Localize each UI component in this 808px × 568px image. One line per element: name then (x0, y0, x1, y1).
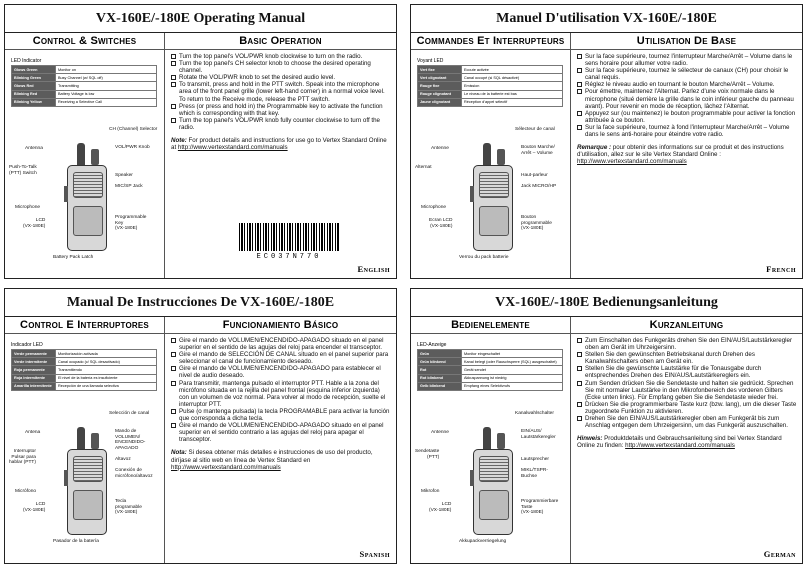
led-row (12, 66, 157, 74)
instruction-text: Stellen Sie die gewünschte Lautstärke für die Tonausgabe durch entsprechendes Drehen des EIN/AUS/Lautstärkereglers ein. (585, 365, 762, 380)
checkbox-icon (171, 104, 176, 109)
led-meaning: Gerät sendet (462, 366, 563, 374)
label-antenna: Antenne (431, 146, 449, 151)
speaker-grille (73, 456, 103, 482)
led-row (12, 98, 157, 106)
led-state: Roja intermitente (12, 374, 56, 382)
instructions (571, 334, 802, 449)
instruction-text: Sur la face supérieure, tournez l'interrupteur Marche/Arrêt – Volume dans le sens horaire pour allumer votre radio. (585, 53, 793, 68)
instruction-text: Turn the top panel's CH selector knob to choose the desired operating channel. (179, 60, 371, 75)
instruction-text: Drücken Sie die programmierbare Taste kurz (bzw. lang), um die dieser Taste zugeordnete Funktion zu aktivieren. (585, 400, 797, 415)
instruction-item (577, 415, 797, 429)
led-state: Amarilla intermitente (12, 382, 56, 390)
language-label: Spanish (359, 549, 390, 559)
led-state: Rouge fixe (418, 82, 462, 90)
led-row (12, 90, 157, 98)
label-ptt: Push-To-Talk (PTT) Switch (9, 165, 37, 176)
instruction-item (171, 53, 391, 60)
antenna-icon (483, 427, 491, 451)
led-row (418, 66, 563, 74)
label-latch: Battery Pack Latch (53, 255, 94, 260)
speaker-grille (479, 172, 509, 198)
instruction-item (577, 67, 797, 81)
label-lcd: LCD (VX-180E) (23, 502, 46, 513)
checkbox-icon (171, 409, 176, 414)
instruction-item (171, 380, 391, 408)
antenna-icon (483, 143, 491, 167)
label-micsp: MIC/SP Jack (115, 184, 143, 189)
instruction-text: Gire el mando de VOLUMEN/ENCENDIDO-APAGADO situado en el panel superior en el sentido de las agujas del reloj para encender el transceptor. (179, 337, 384, 352)
instruction-item (577, 351, 797, 365)
led-state: Vert fixe (418, 66, 462, 74)
checkbox-icon (171, 423, 176, 428)
manuals-link[interactable]: http://www.vertexstandard.com/manuals (171, 463, 281, 471)
checkbox-icon (577, 125, 582, 130)
page-title: VX-160E/-180E Bedienungsanleitung (411, 289, 802, 317)
led-table (417, 349, 563, 391)
checkbox-icon (577, 402, 582, 407)
note-text: pour obtenir des informations sur ce produit et des instructions d'utilisation, allez sur le site Vertex Standard Online : (577, 144, 784, 159)
led-row (418, 382, 563, 390)
led-meaning: Receiving a Selective Call (56, 98, 157, 106)
instruction-item (171, 351, 391, 365)
led-label: LED-Anzeige (417, 342, 447, 348)
instruction-text: Appuyez sur (ou maintenez) le bouton programmable pour activer la fonction attribuée à ce bouton. (585, 109, 796, 124)
instruction-item (171, 337, 391, 351)
led-meaning: Empfang eines Selektivrufs (462, 382, 563, 390)
checkbox-icon (171, 61, 176, 66)
note-text: Produktdetails und Gebrauchsanleitung sind bei Vertex Standard Online zu finden: (577, 435, 782, 450)
led-meaning: Monitor eingeschaltet (462, 350, 563, 358)
antenna-icon (77, 427, 85, 451)
instruction-item (577, 88, 797, 109)
instruction-text: Pulse (o mantenga pulsada) la tecla PROGRAMABLE para activar la función que corresponda a dicha tecla. (179, 407, 390, 423)
led-label: Voyant LED (417, 58, 444, 64)
section-heading: Basic Operation (165, 33, 396, 50)
operation-column (571, 33, 802, 278)
led-meaning: Busy Channel (w/ SQL off) (56, 74, 157, 82)
label-mic: Microphone (421, 205, 447, 210)
led-state: Verde permanente (12, 350, 56, 358)
led-meaning: Recepción de una llamada selectiva (56, 382, 157, 390)
instruction-item (171, 74, 391, 81)
led-state: Rot blinkend (418, 374, 462, 382)
language-label: English (357, 264, 390, 274)
led-meaning: Réception d'appel sélectif (462, 98, 563, 106)
led-row (12, 74, 157, 82)
label-speaker: Speaker (115, 173, 133, 178)
note-text: Si desea obtener más detalles e instrucciones de uso del producto, diríjase al sitio web en línea de Vertex Standard en (171, 449, 373, 464)
radio-illustration (67, 143, 107, 253)
led-row (418, 90, 563, 98)
keypad (479, 490, 509, 520)
instruction-item (577, 81, 797, 88)
panel-english (4, 4, 397, 279)
page-title: Manual De Instrucciones De VX-160E/-180E (5, 289, 396, 317)
led-meaning: Transmitting (56, 82, 157, 90)
led-state: Blinking Yellow (12, 98, 56, 106)
led-row (12, 366, 157, 374)
language-label: German (763, 549, 796, 559)
label-ch: CH (Channel) Selector (109, 127, 158, 132)
label-speaker: Altavoz (115, 457, 131, 462)
label-mic: Microphone (15, 205, 41, 210)
label-ptt: Alternat (415, 165, 432, 170)
instruction-item (577, 337, 797, 351)
instruction-item (171, 117, 391, 131)
led-table (417, 65, 563, 107)
checkbox-icon (171, 352, 176, 357)
antenna-icon (77, 143, 85, 167)
note-label: Nota: (171, 449, 187, 457)
checkbox-icon (577, 352, 582, 357)
instruction-item (577, 380, 797, 401)
checkbox-icon (577, 68, 582, 73)
instruction-text: Gire el mando de SELECCIÓN DE CANAL situado en el panel superior para seleccionar el canal de funcionamiento deseado. (179, 351, 389, 366)
note-text: For product details and instructions for use go to Vertex Standard Online at (171, 137, 387, 152)
led-meaning: El nivel de la batería es insuficiente (56, 374, 157, 382)
instructions (165, 50, 396, 151)
checkbox-icon (171, 82, 176, 87)
barcode-text: EC037N770 (256, 253, 322, 261)
checkbox-icon (577, 338, 582, 343)
instruction-text: Pour émettre, maintenez l'Alternat. Parlez d'une voix normale dans le microphone (situé derrière la grille dans le coin inférieur gauche du panneau avant). Pour revenir en mode de réception, lâchez l'Alternat. (585, 88, 794, 110)
controls-column (411, 33, 571, 278)
led-meaning: Canal ocupado (c/ SQL desactivado) (56, 358, 157, 366)
led-meaning: Kanal belegt (oder Rauschsperre (SQL) ausgeschaltet) (462, 358, 563, 366)
label-mic: Micrófono (15, 489, 37, 494)
checkbox-icon (171, 54, 176, 59)
led-state: Grün (418, 350, 462, 358)
led-row (418, 74, 563, 82)
label-volpwr: EIN/AUS/ Lautstärkeregler (521, 429, 556, 440)
led-meaning: Le niveau de la batterie est bas (462, 90, 563, 98)
led-row (12, 382, 157, 390)
section-heading: Funcionamiento Básico (165, 317, 396, 334)
led-table (11, 349, 157, 391)
instruction-text: Gire el mando de VOLUMEN/ENCENDIDO-APAGADO situado en el panel superior en el sentido contrario a las agujas del reloj para apagar el transceptor. (179, 422, 384, 444)
panel-german (410, 288, 803, 564)
led-state: Rot (418, 366, 462, 374)
led-row (12, 358, 157, 366)
instruction-text: Zum Senden drücken Sie die Sendetaste und halten sie gedrückt. Sprechen Sie mit normaler Lautstärke in den Mikrofonbereich des vorderen Gitters (Ecke unten links). Für Empfang geben Sie die Sendetaste wieder frei. (585, 379, 794, 401)
led-meaning: Akkuspannung ist niedrig (462, 374, 563, 382)
instructions (165, 334, 396, 471)
led-meaning: Transmitiendo (56, 366, 157, 374)
checkbox-icon (577, 416, 582, 421)
label-antenna: Antena (25, 430, 41, 435)
led-state: Blinking Green (12, 74, 56, 82)
instruction-text: Zum Einschalten des Funkgeräts drehen Sie den EIN/AUS/Lautstärkeregler oben am Gerät im Uhrzeigersinn. (585, 337, 793, 352)
led-state: Roja permanente (12, 366, 56, 374)
label-prog: Tecla programable (VX-180E) (115, 499, 142, 516)
led-meaning: Battery Voltage is low (56, 90, 157, 98)
led-row (418, 82, 563, 90)
label-speaker: Haut-parleur (521, 173, 548, 178)
checkbox-icon (171, 381, 176, 386)
label-prog: Programmierbare Taste (VX-180E) (521, 499, 559, 516)
instruction-text: Turn the top panel's VOL/PWR knob clockwise to turn on the radio. (179, 53, 363, 60)
instruction-item (171, 81, 391, 102)
label-prog: Bouton programmable (VX-180E) (521, 215, 552, 232)
label-ptt: Interruptor Pulsar para hablar (PTT) (9, 449, 36, 466)
note-label: Note: (171, 137, 187, 145)
section-heading: Commandes Et Interrupteurs (411, 33, 570, 50)
led-row (12, 82, 157, 90)
label-latch: Verrou du pack batterie (459, 255, 509, 260)
checkbox-icon (171, 366, 176, 371)
knob-icon (497, 433, 505, 449)
controls-column (5, 317, 165, 563)
label-micsp: Jack MICRO/HP (521, 184, 557, 189)
checkbox-icon (171, 75, 176, 80)
led-meaning: Canal occupé (si SQL désactivé) (462, 74, 563, 82)
label-lcd: LCD (VX-180E) (23, 218, 46, 229)
note (577, 435, 797, 449)
led-table (11, 65, 157, 107)
checkbox-icon (577, 366, 582, 371)
controls-column (411, 317, 571, 563)
keypad (73, 490, 103, 520)
led-state: Grün blinkend (418, 358, 462, 366)
label-ch: Kanalwahlschalter (515, 411, 554, 416)
note (577, 144, 797, 165)
controls-column (5, 33, 165, 278)
knob-icon (497, 149, 505, 165)
note-label: Hinweis: (577, 435, 603, 443)
manuals-link[interactable]: http://www.vertexstandard.com/manuals (177, 144, 288, 152)
page-title: VX-160E/-180E Operating Manual (5, 5, 396, 33)
panel-french (410, 4, 803, 279)
label-lcd: LCD (VX-180E) (429, 502, 452, 513)
led-row (418, 98, 563, 106)
label-volpwr: Mando de VOLUMEN/ ENCENDIDO- APAGADO (115, 429, 146, 451)
label-prog: Programmable Key (VX-180E) (115, 215, 147, 232)
manuals-link[interactable]: http://www.vertexstandard.com/manuals (577, 158, 687, 166)
panel-spanish (4, 288, 397, 564)
instruction-item (577, 53, 797, 67)
operation-column (165, 317, 396, 563)
led-state: Jaune clignotant (418, 98, 462, 106)
instruction-text: Gire el mando de VOLUMEN/ENCENDIDO-APAGADO para establecer el nivel de audio deseado. (179, 365, 381, 380)
instruction-item (577, 365, 797, 379)
note (171, 449, 391, 470)
led-label: LED Indicator (11, 58, 42, 64)
instruction-item (171, 365, 391, 379)
section-heading: Control E Interruptores (5, 317, 164, 334)
led-label: Indicador LED (11, 342, 43, 348)
instruction-text: Press (or press and hold in) the Programmable key to activate the function which is corresponding with that key. (179, 102, 383, 117)
checkbox-icon (577, 89, 582, 94)
led-meaning: Emission (462, 82, 563, 90)
checkbox-icon (577, 82, 582, 87)
instruction-text: Stellen Sie den gewünschten Betriebskanal durch Drehen des Kanalwahlschalters oben am Gerät ein. (585, 351, 755, 366)
label-antenna: Antenne (431, 430, 449, 435)
label-volpwr: Bouton Marche/ Arrêt – Volume (521, 145, 555, 156)
led-state: Gelb blinkend (418, 382, 462, 390)
led-state: Glows Green (12, 66, 56, 74)
instruction-item (171, 408, 391, 422)
manuals-link[interactable]: http://www.vertexstandard.com/manuals (625, 442, 735, 450)
checkbox-icon (577, 381, 582, 386)
note-label: Remarque : (577, 144, 612, 152)
section-heading: Kurzanleitung (571, 317, 802, 334)
led-state: Vert clignotant (418, 74, 462, 82)
instruction-text: Réglez le niveau audio en tournant le bouton Marche/Arrêt – Volume. (585, 81, 775, 89)
led-row (418, 374, 563, 382)
led-row (418, 358, 563, 366)
operation-column (165, 33, 396, 278)
instructions (571, 50, 802, 165)
speaker-grille (479, 456, 509, 482)
speaker-grille (73, 172, 103, 198)
label-micsp: MIKL/TSPR- Buchse (521, 468, 548, 479)
keypad (479, 206, 509, 236)
instruction-item (171, 60, 391, 74)
led-row (12, 350, 157, 358)
checkbox-icon (171, 338, 176, 343)
operation-column (571, 317, 802, 563)
instruction-item (577, 401, 797, 415)
checkbox-icon (171, 118, 176, 123)
led-state: Verde intermitente (12, 358, 56, 366)
note (171, 137, 391, 151)
label-latch: Pasador de la batería (53, 539, 99, 544)
instruction-text: Sur la face supérieure, tournez le sélecteur de canaux (CH) pour choisir le canal requis. (585, 67, 789, 82)
led-row (12, 374, 157, 382)
radio-illustration (67, 427, 107, 537)
checkbox-icon (577, 54, 582, 59)
led-row (418, 366, 563, 374)
instruction-text: Rotate the VOL/PWR knob to set the desired audio level. (179, 74, 336, 82)
barcode (239, 223, 339, 251)
knob-icon (91, 149, 99, 165)
radio-illustration (473, 427, 513, 537)
instruction-item (171, 422, 391, 443)
label-lcd: Ecran LCD (VX-180E) (429, 218, 453, 229)
led-state: Rouge clignotant (418, 90, 462, 98)
led-row (418, 350, 563, 358)
label-speaker: Lautsprecher (521, 457, 549, 462)
instruction-text: To transmit, press and hold in the PTT switch. Speak into the microphone area of the front panel grille (lower left-hand corner) in a normal voice level. To return to the Receive mode, release the PTT switch. (179, 81, 385, 103)
label-ptt: Sendetaste (PTT) (415, 449, 440, 460)
knob-icon (91, 433, 99, 449)
instruction-item (577, 124, 797, 138)
instruction-text: Para transmitir, mantenga pulsado el interruptor PTT. Hable a la zona del micrófono situada en la rejilla del panel frontal (esquina inferior izquierda) con un volumen de voz normal. Para volver al modo de recepción, suelte el interruptor PTT. (179, 379, 386, 408)
label-antenna: Antenna (25, 146, 43, 151)
language-label: French (766, 264, 796, 274)
checkbox-icon (577, 111, 582, 116)
led-state: Glows Red (12, 82, 56, 90)
led-meaning: Monitorización activada (56, 350, 157, 358)
section-heading: Utilisation De Base (571, 33, 802, 50)
label-ch: Sélecteur de canal (515, 127, 555, 132)
label-ch: Selección de canal (109, 411, 150, 416)
instruction-item (171, 103, 391, 117)
label-micsp: Conexión de micrófono/altavoz (115, 468, 153, 479)
instruction-item (577, 110, 797, 124)
led-state: Blinking Red (12, 90, 56, 98)
page-title: Manuel D'utilisation VX-160E/-180E (411, 5, 802, 33)
led-meaning: Monitor on (56, 66, 157, 74)
label-volpwr: VOL/PWR Knob (115, 145, 150, 150)
section-heading: Bedienelemente (411, 317, 570, 334)
keypad (73, 206, 103, 236)
label-latch: Akkupackverriegelung (459, 539, 507, 544)
instruction-text: Sur la face supérieure, tournez à fond l'interrupteur Marche/Arrêt – Volume dans le sens anti-horaire pour éteindre votre radio. (585, 123, 790, 139)
label-mic: Mikrofon (421, 489, 440, 494)
instruction-text: Turn the top panel's VOL/PWR knob fully counter clockwise to turn off the radio. (179, 116, 380, 131)
radio-illustration (473, 143, 513, 253)
led-meaning: Ecoute activée (462, 66, 563, 74)
section-heading: Control & Switches (5, 33, 164, 50)
instruction-text: Drehen Sie den EIN/AUS/Lautstärkeregler oben am Funkgerät bis zum Anschlag entgegen dem Uhrzeigersinn, um das Funkgerät auszuschalten. (585, 415, 788, 430)
